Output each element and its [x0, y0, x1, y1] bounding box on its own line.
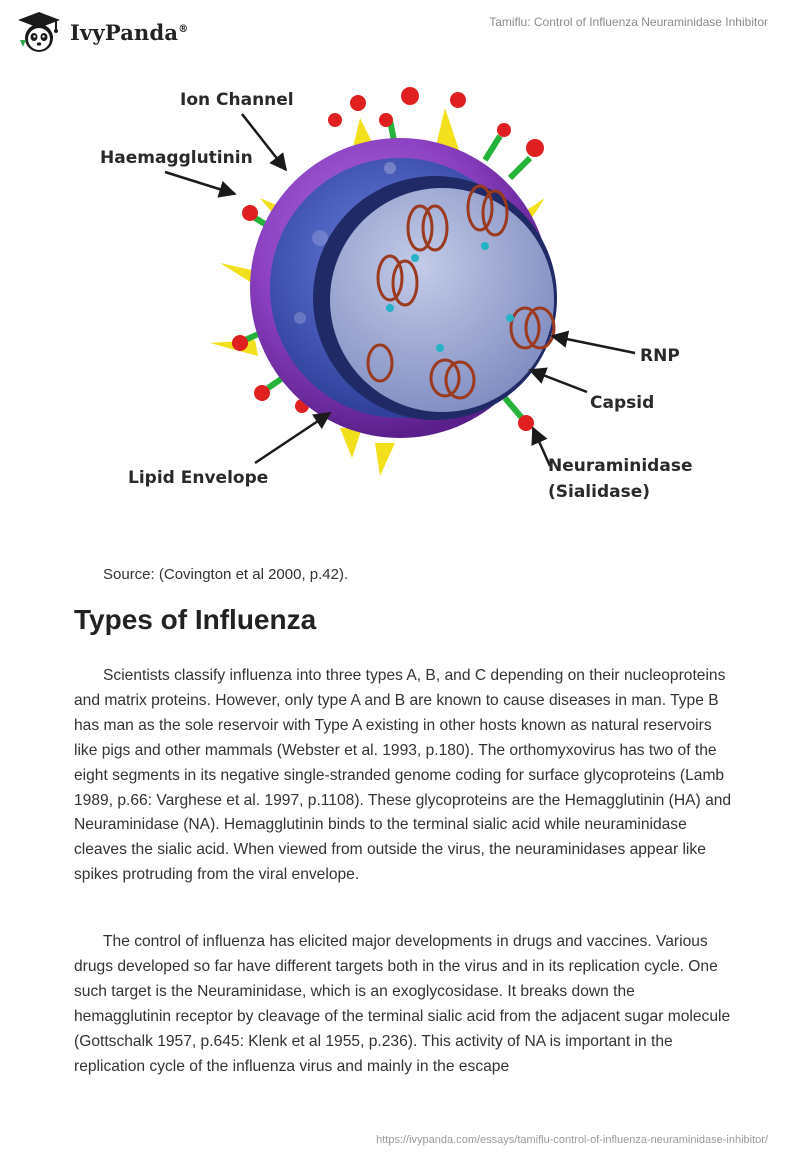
brand-logo[interactable]: [14, 10, 188, 54]
label-lipid-envelope: Lipid Envelope: [128, 468, 269, 488]
label-haemagglutinin: Haemagglutinin: [100, 148, 253, 168]
label-capsid: Capsid: [590, 393, 655, 413]
paragraph-1: Scientists classify influenza into three types A, B, and C depending on their nucleoproteins and matrix proteins. However, only type A and B are known to cause diseases in man. Type B has man as the sole reservoir with Type A existing in other hosts known as natural reservoirs like pigs and other mammals (Webster et al. 1993, p.180). The orthomyxovirus has two of the eight segments in its negative single-stranded genome coding for surface glycoproteins (Lamb 1989, p.66: Varghese et al. 1997, p.1108). These glycoproteins are the Hemagglutinin (HA) and Neuraminidase (NA). Hemagglutinin binds to the terminal sialic acid while neuraminidase cleaves the sialic acid. When viewed from outside the virus, the neuraminidases appear like spikes protruding from the viral envelope.: [74, 667, 732, 884]
brand-name: IvyPanda®: [70, 19, 189, 45]
virus-particle: [250, 138, 557, 438]
page-header: [0, 0, 800, 60]
label-ion-channel: Ion Channel: [180, 90, 294, 110]
figure-source-caption: Source: (Covington et al 2000, p.42).: [103, 566, 349, 583]
label-neuraminidase: Neuraminidase: [548, 456, 693, 476]
label-sialidase: (Sialidase): [548, 482, 651, 502]
panda-graduate-icon: [14, 10, 64, 54]
footer-url[interactable]: https://ivypanda.com/essays/tamiflu-control-of-influenza-neuraminidase-inhibitor/: [376, 1134, 768, 1146]
paragraph-2: The control of influenza has elicited major developments in drugs and vaccines. Various drugs developed so far have different targets both in the virus and in its replication cycle. One such target is the Neuraminidase, which is an exoglycosidase. It breaks down the hemagglutinin receptor by cleavage of the terminal sialic acid from the adjacent sugar molecule (Gottschalk 1957, p.645: Klenk et al 1955, p.236). This activity of NA is important in the replication cycle of the influenza virus and mainly in the escape: [74, 933, 731, 1075]
label-rnp: RNP: [640, 346, 680, 366]
influenza-virus-diagram: [90, 78, 710, 528]
document-title: Tamiflu: Control of Influenza Neuraminidase Inhibitor: [489, 15, 768, 29]
section-heading: Types of Influenza: [74, 604, 317, 635]
virus-interior: [330, 188, 554, 412]
